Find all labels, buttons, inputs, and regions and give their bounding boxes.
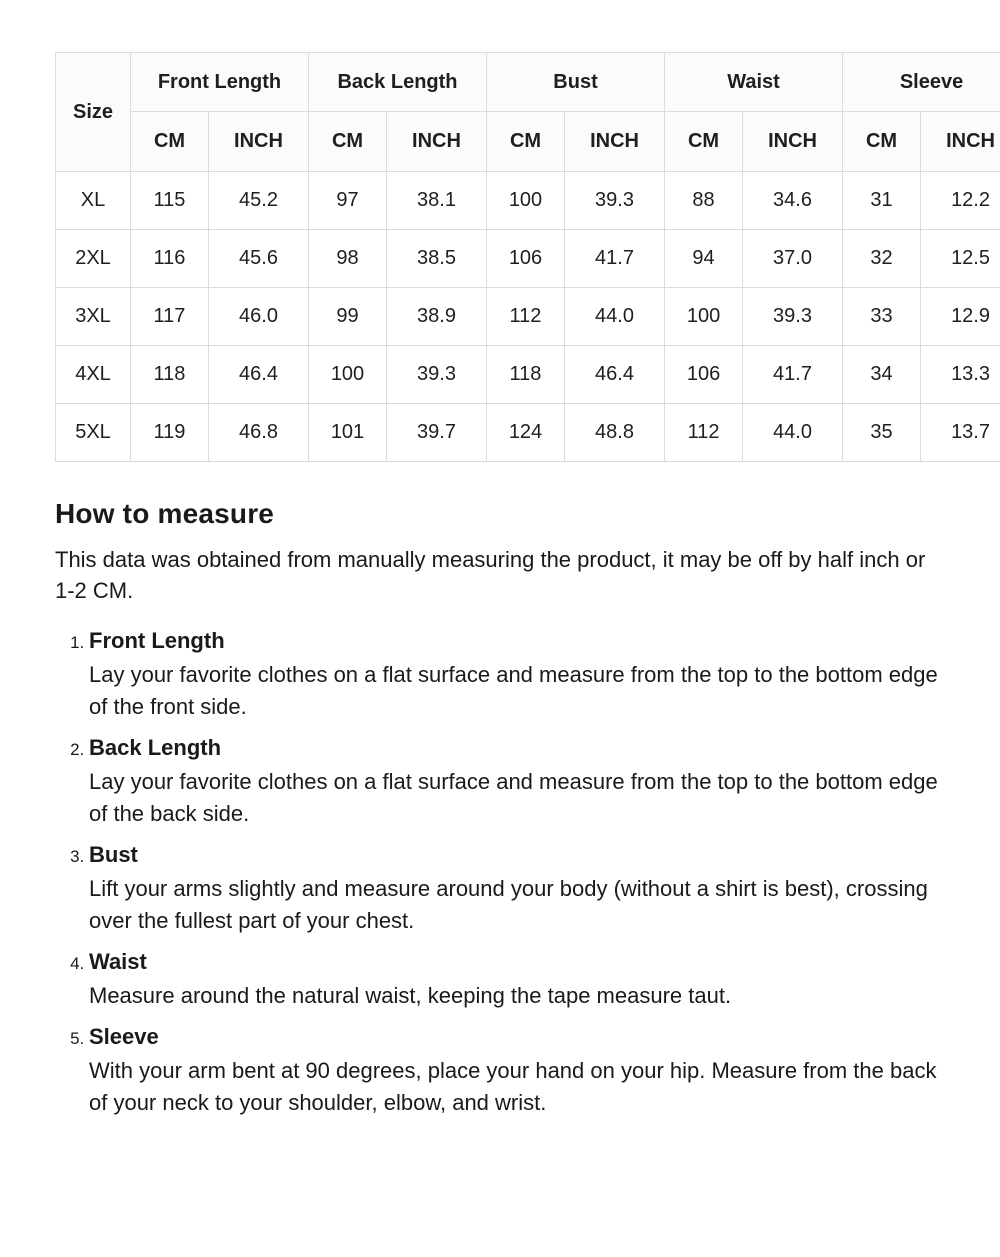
size-chart-table bbox=[55, 52, 1000, 462]
cell-value: 38.1 bbox=[387, 172, 487, 230]
table-row bbox=[56, 346, 1000, 404]
header-unit-back-length-cm: CM bbox=[309, 112, 387, 172]
step-body: Lay your favorite clothes on a flat surface and measure from the top to the bottom edge of the back side. bbox=[89, 769, 938, 827]
cell-value: 46.0 bbox=[209, 288, 309, 346]
how-to-measure-title: How to measure bbox=[55, 498, 275, 529]
list-item bbox=[89, 731, 945, 830]
cell-value: 39.3 bbox=[565, 172, 665, 230]
cell-value: 34 bbox=[843, 346, 921, 404]
header-group-front-length: Front Length bbox=[131, 53, 309, 112]
cell-value: 115 bbox=[131, 172, 209, 230]
list-item bbox=[89, 1020, 945, 1119]
cell-value: 12.9 bbox=[921, 288, 1000, 346]
cell-value: 12.2 bbox=[921, 172, 1000, 230]
cell-value: 119 bbox=[131, 404, 209, 462]
cell-value: 41.7 bbox=[743, 346, 843, 404]
table-row bbox=[56, 404, 1000, 462]
step-title: 5. Sleeve bbox=[89, 1023, 159, 1049]
cell-value: 100 bbox=[487, 172, 565, 230]
cell-value: 118 bbox=[487, 346, 565, 404]
table-row bbox=[56, 230, 1000, 288]
header-size: Size bbox=[56, 53, 131, 172]
header-group-sleeve: Sleeve bbox=[843, 53, 1000, 112]
cell-value: 33 bbox=[843, 288, 921, 346]
cell-value: 97 bbox=[309, 172, 387, 230]
cell-size: 5XL bbox=[56, 404, 131, 462]
step-body: Measure around the natural waist, keeping the tape measure taut. bbox=[89, 982, 732, 1008]
table-row bbox=[56, 288, 1000, 346]
table-header-unit-row bbox=[56, 112, 1000, 172]
header-group-waist: Waist bbox=[665, 53, 843, 112]
how-to-measure-intro: This data was obtained from manually measuring the product, it may be off by half inch or 1-2 CM. bbox=[55, 547, 926, 604]
cell-value: 88 bbox=[665, 172, 743, 230]
cell-value: 13.7 bbox=[921, 404, 1000, 462]
header-group-bust: Bust bbox=[487, 53, 665, 112]
cell-value: 106 bbox=[665, 346, 743, 404]
cell-value: 12.5 bbox=[921, 230, 1000, 288]
cell-value: 13.3 bbox=[921, 346, 1000, 404]
header-unit-waist-inch: INCH bbox=[743, 112, 843, 172]
cell-size: 2XL bbox=[56, 230, 131, 288]
cell-value: 38.9 bbox=[387, 288, 487, 346]
cell-value: 124 bbox=[487, 404, 565, 462]
cell-size: 3XL bbox=[56, 288, 131, 346]
cell-value: 31 bbox=[843, 172, 921, 230]
table-header-group-row bbox=[56, 53, 1000, 112]
cell-value: 48.8 bbox=[565, 404, 665, 462]
cell-value: 117 bbox=[131, 288, 209, 346]
header-unit-front-length-inch: INCH bbox=[209, 112, 309, 172]
list-item bbox=[89, 838, 945, 937]
cell-value: 46.4 bbox=[209, 346, 309, 404]
cell-value: 94 bbox=[665, 230, 743, 288]
step-title: 1. Front Length bbox=[89, 628, 225, 654]
header-unit-bust-inch: INCH bbox=[565, 112, 665, 172]
cell-value: 45.2 bbox=[209, 172, 309, 230]
cell-value: 41.7 bbox=[565, 230, 665, 288]
cell-value: 44.0 bbox=[743, 404, 843, 462]
cell-value: 38.5 bbox=[387, 230, 487, 288]
step-title: 3. Bust bbox=[89, 842, 138, 868]
cell-value: 34.6 bbox=[743, 172, 843, 230]
how-to-measure-steps bbox=[55, 624, 945, 1118]
cell-value: 112 bbox=[665, 404, 743, 462]
cell-value: 45.6 bbox=[209, 230, 309, 288]
cell-value: 116 bbox=[131, 230, 209, 288]
cell-value: 39.3 bbox=[387, 346, 487, 404]
step-body: With your arm bent at 90 degrees, place your hand on your hip. Measure from the back of your neck to your shoulder, elbow, and wrist. bbox=[89, 1057, 937, 1115]
cell-value: 32 bbox=[843, 230, 921, 288]
cell-value: 100 bbox=[665, 288, 743, 346]
cell-size: 4XL bbox=[56, 346, 131, 404]
header-unit-sleeve-inch: INCH bbox=[921, 112, 1000, 172]
header-unit-back-length-inch: INCH bbox=[387, 112, 487, 172]
table-head bbox=[56, 53, 1000, 172]
step-body: Lay your favorite clothes on a flat surface and measure from the top to the bottom edge of the front side. bbox=[89, 662, 938, 720]
step-title: 4. Waist bbox=[89, 948, 147, 974]
header-unit-sleeve-cm: CM bbox=[843, 112, 921, 172]
cell-value: 101 bbox=[309, 404, 387, 462]
table-row bbox=[56, 172, 1000, 230]
step-title: 2. Back Length bbox=[89, 735, 222, 761]
cell-value: 37.0 bbox=[743, 230, 843, 288]
step-body: Lift your arms slightly and measure around your body (without a shirt is best), crossing over the fullest part of your chest. bbox=[89, 876, 928, 933]
cell-value: 39.3 bbox=[743, 288, 843, 346]
cell-value: 106 bbox=[487, 230, 565, 288]
cell-value: 35 bbox=[843, 404, 921, 462]
table-body bbox=[56, 172, 1000, 462]
cell-value: 98 bbox=[309, 230, 387, 288]
list-item bbox=[89, 624, 945, 723]
header-unit-bust-cm: CM bbox=[487, 112, 565, 172]
header-group-back-length: Back Length bbox=[309, 53, 487, 112]
header-unit-front-length-cm: CM bbox=[131, 112, 209, 172]
cell-value: 44.0 bbox=[565, 288, 665, 346]
cell-value: 99 bbox=[309, 288, 387, 346]
cell-value: 46.4 bbox=[565, 346, 665, 404]
cell-value: 112 bbox=[487, 288, 565, 346]
cell-size: XL bbox=[56, 172, 131, 230]
cell-value: 46.8 bbox=[209, 404, 309, 462]
cell-value: 39.7 bbox=[387, 404, 487, 462]
header-unit-waist-cm: CM bbox=[665, 112, 743, 172]
cell-value: 100 bbox=[309, 346, 387, 404]
list-item bbox=[89, 945, 945, 1012]
cell-value: 118 bbox=[131, 346, 209, 404]
